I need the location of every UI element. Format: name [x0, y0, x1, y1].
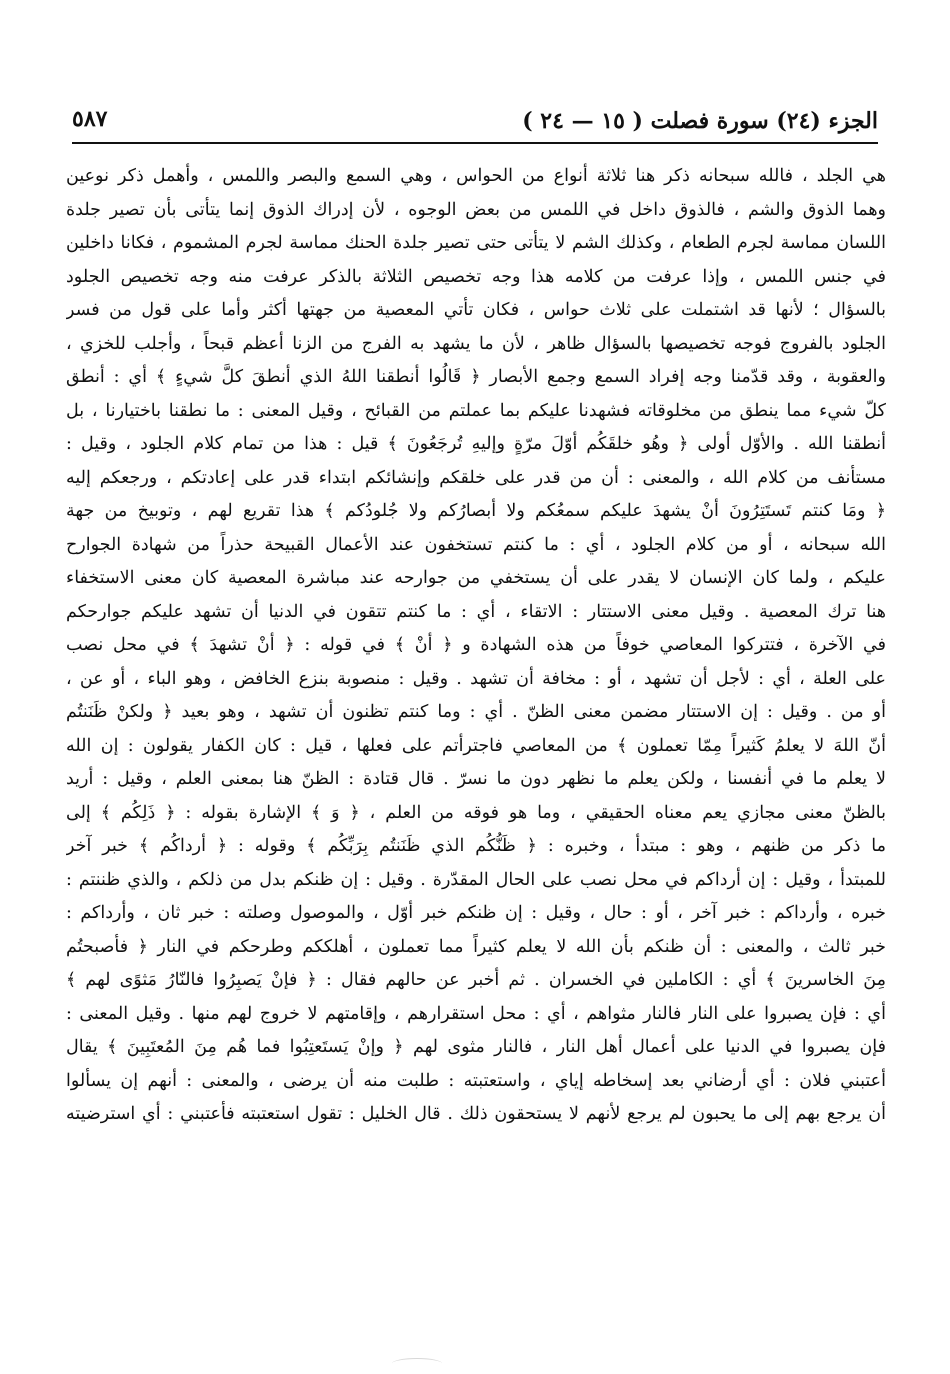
text-line: لا يعلم ما في أنفسنا ، ولكن يعلم ما نظهر دون ما نسرّ . قال قتادة : الظنّ هنا بمعنى العلم ، وقيل : أريد: [66, 769, 886, 789]
text-line: هي الجلد ، فالله سبحانه ذكر هنا ثلاثة أنواع من الحواس ، وهي السمع والبصر واللمس ، وأهمل ذكر نوعين: [66, 166, 886, 186]
text-line: فإن يصبروا في الدنيا على أعمال أهل النار ، فالنار مثوى لهم ﴿ وإنْ يَستَعتِبُوا فما هُم مِنَ المُعتَبِينَ ﴾ يقال: [66, 1037, 886, 1057]
text-line: في جنس اللمس ، وإذا عرفت من كلامه هذا وجه تخصيص الثلاثة بالذكر عرفت منه وجه تخصيص الجلود: [66, 266, 886, 287]
text-line: ما ذكر من ظنهم ، وهو : مبتدأ ، وخبره : ﴿ ظَنُّكُم الذي ظَنَنتُم بِرَبِّكُم ﴾ وقوله : ﴿ أرداكُم ﴾ خبر آخر: [66, 836, 886, 856]
body-text: [66, 160, 886, 1132]
text-line: أي : فإن يصبروا على النار فالنار مثواهم ، أي : محل استقرارهم ، وإقامتهم لا خروج لهم منها . وقيل المعنى :: [66, 1003, 886, 1024]
text-line: الله سبحانه ، أو من كلام الجلود ، أي : ما كنتم تستخفون عند الأعمال القبيحة حذراً من شهادة الجوارح: [66, 534, 886, 555]
text-line: خبره ، وأرداكم : خبر آخر ، أو : حال ، وقيل : إن ظنكم خبر أوّل ، والموصول وصلته : خبر ثان ، وأرداكم :: [66, 903, 886, 923]
text-line: خبر ثالث ، والمعنى : أن ظنكم بأن الله لا يعلم كثيراً مما تعملون ، أهلككم وطرحكم في النار ﴿ فأصبحتُم: [66, 936, 886, 957]
text-line: هنا ترك المعصية . وقيل معنى الاستتار : الاتقاء ، أي : ما كنتم تتقون في الدنيا أن تشهد عليكم جوارحكم: [66, 601, 886, 622]
text-line: أو من . وقيل : إن الاستتار مضمن معنى الظنّ . أي : وما كنتم تظنون أن تشهد ، وهو بعيد ﴿ ولكنْ ظَنَنتُم: [66, 702, 886, 722]
text-line: وهما الذوق والشم ، فالذوق داخل في اللمس من بعض الوجوه ، لأن إدراك الذوق إنما يتأتى بأن تصير جلدة: [66, 199, 886, 220]
text-line: ﴿ ومَا كنتم تَستَتِرُونَ أنْ يشهدَ عليكم سمعُكم ولا أبصارُكم ولا جُلودُكم ﴾ هذا تقريع لهم ، وتوبيخ من جهة: [66, 501, 886, 521]
text-line: على العلة ، أي : لأجل أن تشهد ، أو : مخافة أن تشهد . وقيل : منصوبة بنزع الخافض ، وهو الباء ، أو عن ،: [66, 668, 886, 689]
text-line: في الآخرة ، فتتركوا المعاصي خوفاً من هذه الشهادة و ﴿ أنْ ﴾ في قوله : ﴿ أنْ تشهدَ ﴾ في محل نصب: [66, 635, 886, 655]
text-line: والعقوبة ، وقد قدّمنا وجه إفراد السمع وجمع الأبصار ﴿ قَالُوا أنطقنا اللهُ الذي أنطقَ كلَّ شيءٍ ﴾ أي : أنطق: [66, 367, 886, 387]
header-rule: [72, 142, 878, 144]
text-line: أعتبني فلان : أي أرضاني بعد إسخاطه إياي ، واستعتبته : طلبت منه أن يرضى ، والمعنى : أنهم إن يسألوا: [66, 1070, 886, 1091]
text-line: عليكم ، ولما كان الإنسان لا يقدر على أن يستخفي من جوارحه عند مباشرة المعصية كان معنى الاستخفاء: [66, 568, 886, 588]
text-line: الجلود بالفروج فوجه تخصيصها بالسؤال ظاهر ، لأن ما يشهد به الفرج من الزنا أعظم قبحاً ، وأجلب للخزي ،: [66, 333, 886, 354]
text-line: كلّ شيء مما ينطق من مخلوقاته فشهدنا عليكم بما عملتم من القبائح ، وقيل المعنى : ما نطقنا باختيارنا ، بل: [66, 400, 886, 421]
text-line: للمبتدأ ، وقيل : إن أرداكم في محل نصب على الحال المقدّرة . وقيل : إن ظنكم بدل من ذلكم ، والذي ظننتم :: [66, 869, 886, 890]
text-line: أن يرجع بهم إلى ما يحبون لم يرجع لأنهم لا يستحقون ذلك . قال الخليل : تقول استعتبته فأعتبني : أي استرضيته: [66, 1104, 886, 1124]
text-line: مِنَ الخاسرينَ ﴾ أي : الكاملين في الخسران . ثم أخبر عن حالهم فقال : ﴿ فإنْ يَصبِرُوا فالنّارُ مَثوًى لهم ﴾: [66, 970, 886, 990]
page-number: ٥٨٧: [72, 106, 108, 132]
text-line: أنّ اللهَ لا يعلمُ كَثيراً مِمّا تعملون ﴾ من المعاصي فاجترأتم على فعلها ، قيل : كان الكفار يقولون : إن الله: [66, 735, 886, 756]
scan-smudge: [392, 1358, 442, 1369]
page-header: [72, 100, 878, 144]
text-line: مستأنف من كلام الله ، والمعنى : أن من قدر على خلقكم وإنشائكم ابتداء قدر على إعادتكم ، ورجعكم إليه: [66, 467, 886, 488]
running-title: الجزء (٢٤) سورة فصلت ( ١٥ — ٢٤ ): [522, 108, 878, 134]
text-line: بالظنّ معنى مجازي يعم معناه الحقيقي ، وما هو فوقه من العلم ، ﴿ وَ ﴾ الإشارة بقوله : ﴿ ذَلِكُم ﴾ إلى: [66, 802, 886, 823]
text-line: بالسؤال ؛ لأنها قد اشتملت على ثلاث حواس ، فكان تأتي المعصية من جهتها أكثر وأما على قول من فسر: [66, 300, 886, 320]
text-line: أنطقنا الله . والأوّل أولى ﴿ وهُو خلقَكُم أوّلَ مرّةٍ وإليهِ تُرجَعُونَ ﴾ قيل : هذا من تمام كلام الجلود ، وقيل :: [66, 434, 886, 454]
text-line: اللسان مماسة لجرم الطعام ، وكذلك الشم لا يتأتى حتى تصير جلدة الحنك مماسة لجرم المشموم ، فكانا داخلين: [66, 233, 886, 253]
